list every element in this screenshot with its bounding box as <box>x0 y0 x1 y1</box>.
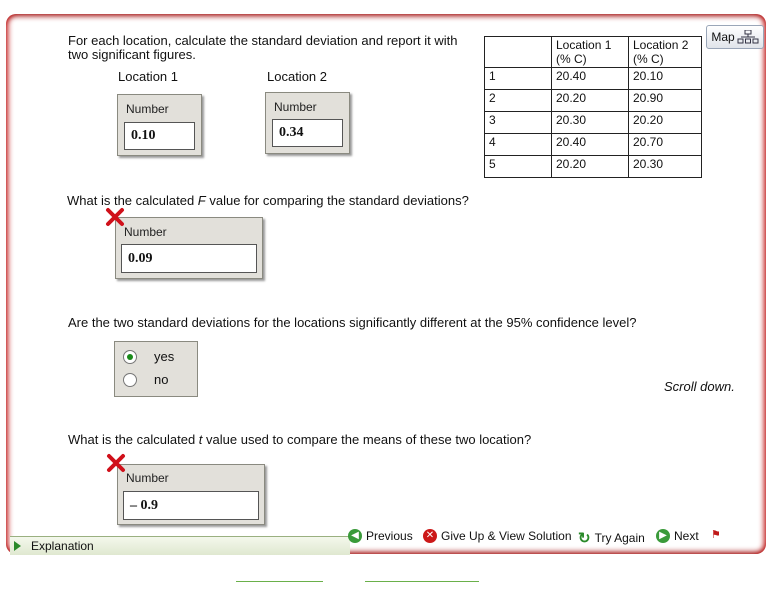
option-yes-label: yes <box>154 349 175 364</box>
instructions-text: For each location, calculate the standard deviation and report it with two significant figures. <box>68 33 458 62</box>
table-cell: 20.40 <box>552 134 629 156</box>
flag-icon: ⚑ <box>711 529 721 541</box>
f-number-label: Number <box>124 225 167 239</box>
f-answer-box <box>115 217 263 279</box>
table-row <box>485 90 702 112</box>
radio-no[interactable] <box>123 373 137 387</box>
next-label: Next <box>674 529 699 543</box>
radio-yes[interactable] <box>123 350 137 364</box>
t-question-text: What is the calculated t value used to compare the means of these two location? <box>68 432 532 447</box>
try-again-label: Try Again <box>594 531 645 545</box>
sd2-input[interactable]: 0.34 <box>272 119 343 147</box>
t-number-label: Number <box>126 471 169 485</box>
previous-label: Previous <box>366 529 413 543</box>
data-table <box>484 36 702 178</box>
footer-line <box>365 581 479 582</box>
next-arrow-icon: ▶ <box>656 529 670 543</box>
table-cell: 20.10 <box>629 68 702 90</box>
sd1-number-label: Number <box>126 102 169 116</box>
table-cell: 1 <box>485 68 552 90</box>
give-up-icon: ✕ <box>423 529 437 543</box>
scroll-hint: Scroll down. <box>664 379 735 394</box>
sitemap-icon <box>737 30 759 44</box>
try-again-icon: ↻ <box>578 530 591 547</box>
incorrect-x-icon <box>105 207 125 227</box>
table-row <box>485 156 702 178</box>
table-cell: 4 <box>485 134 552 156</box>
table-header-cell <box>485 37 552 68</box>
expand-triangle-icon <box>14 541 21 551</box>
sd2-answer-box <box>265 92 350 154</box>
table-cell: 20.20 <box>552 156 629 178</box>
significance-question-text: Are the two standard deviations for the locations significantly different at the 95% confidence level? <box>68 315 637 330</box>
f-input[interactable]: 0.09 <box>121 244 257 273</box>
try-again-button[interactable] <box>578 529 645 547</box>
give-up-button[interactable] <box>423 529 572 543</box>
sd1-answer-box <box>117 94 202 156</box>
location2-heading: Location 2 <box>267 69 327 84</box>
table-row <box>485 112 702 134</box>
table-header-row <box>485 37 702 68</box>
sd2-number-label: Number <box>274 100 317 114</box>
table-header-cell: Location 2 (% C) <box>629 37 702 68</box>
table-cell: 3 <box>485 112 552 134</box>
incorrect-x-icon <box>106 453 126 473</box>
explanation-label: Explanation <box>31 539 94 553</box>
significance-options <box>114 341 198 397</box>
footer-line <box>236 581 323 582</box>
table-cell: 20.20 <box>629 112 702 134</box>
table-cell: 20.40 <box>552 68 629 90</box>
t-input[interactable]: – 0.9 <box>123 491 259 520</box>
table-cell: 20.20 <box>552 90 629 112</box>
sd1-input[interactable]: 0.10 <box>124 122 195 150</box>
location1-heading: Location 1 <box>118 69 178 84</box>
option-no-label: no <box>154 372 169 387</box>
previous-arrow-icon: ◀ <box>348 529 362 543</box>
table-cell: 5 <box>485 156 552 178</box>
f-question-text: What is the calculated F value for comparing the standard deviations? <box>67 193 469 208</box>
explanation-bar[interactable] <box>10 536 350 555</box>
table-cell: 2 <box>485 90 552 112</box>
map-label: Map <box>711 30 735 44</box>
table-cell: 20.30 <box>552 112 629 134</box>
table-cell: 20.90 <box>629 90 702 112</box>
give-up-label: Give Up & View Solution <box>441 529 572 543</box>
previous-button[interactable] <box>348 529 413 543</box>
next-button[interactable] <box>656 529 699 543</box>
table-cell: 20.70 <box>629 134 702 156</box>
t-answer-box <box>117 464 265 525</box>
map-button[interactable] <box>706 25 764 49</box>
table-cell: 20.30 <box>629 156 702 178</box>
table-row <box>485 134 702 156</box>
table-row <box>485 68 702 90</box>
table-header-cell: Location 1 (% C) <box>552 37 629 68</box>
